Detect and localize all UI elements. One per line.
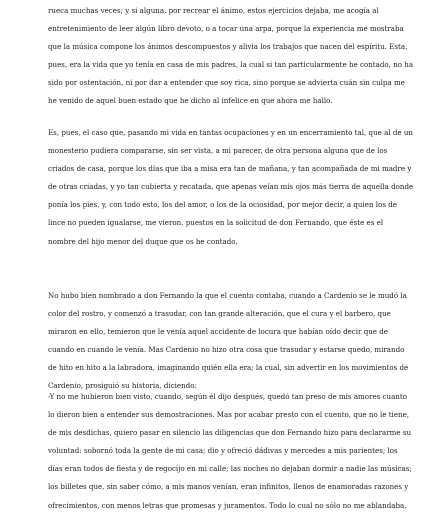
- text-line: Cardenio, prosiguió su historia, diciendo:: [48, 381, 197, 391]
- text-line: -Y no me hubieron bien visto, cuando, según él dijo después, quedó tan preso de mis amores cuanto: [48, 392, 407, 401]
- text-line: he venido de aquel buen estado que he dicho al infelice en que ahora me hallo.: [48, 96, 333, 106]
- text-line: Es, pues, el caso que, pasando mi vida en tantas ocupaciones y en un encerramiento tal, que al de un: [48, 128, 413, 137]
- text-line: días eran todos de fiesta y de regocijo en mi calle; las noches no dejaban dormir a nadie las músicas;: [48, 464, 412, 474]
- text-line: monesterio pudiera compararse, sin ser vista, a mi parecer, de otra persona alguna que de los: [48, 146, 388, 156]
- paragraph-1: [48, 2, 413, 111]
- text-line: de hito en hito a la labradora, imaginando quién ella era; la cual, sin advertir en los movimientos de: [48, 363, 409, 373]
- text-line: entretenimiento de leer algún libro devoto, o a tocar una arpa, porque la experiencia me mostraba: [48, 24, 404, 34]
- text-line: que la música compone los ánimos descompuestos y alivia los trabajos que nacen del espíritu. Esta,: [48, 42, 408, 52]
- text-line: de otras criadas, y yo tan cubierta y recatada, que apenas veían mis ojos más tierra de aquella donde: [48, 182, 414, 192]
- text-line: miraron en ello, temieron que le venía aquel accidente de locura que habían oído decir que de: [48, 327, 389, 337]
- text-line: pues, era la vida que yo tenía en casa de mis padres, la cual si tan particularmente he contado, no ha: [48, 60, 414, 70]
- text-line: voluntad: sobornó toda la gente de mi casa; dio y ofreció dádivas y mercedes a mis parientes; los: [48, 446, 398, 456]
- text-line: No hubo bien nombrado a don Fernando la que el cuento contaba, cuando a Cardenio se le mudó la: [48, 291, 407, 300]
- text-line: rueca muchas veces; y si alguna, por recrear el ánimo, estos ejercicios dejaba, me acogía al: [48, 6, 379, 15]
- paragraph-3: [48, 287, 408, 396]
- text-line: sido por ostentación, ni por dar a entender que soy rica, sino porque se advierta cuán sin culpa me: [48, 78, 405, 88]
- text-line: color del rostro, y comenzó a trasudar, con tan grande alteración, que el cura y el barbero, que: [48, 309, 391, 319]
- paragraph-4: [48, 388, 412, 515]
- paragraph-2: [48, 124, 413, 251]
- text-line: nombre del hijo menor del duque que os he contado.: [48, 236, 238, 246]
- text-line: los billetes que, sin saber cómo, a mis manos venían, eran infinitos, llenos de enamoradas razones y: [48, 482, 409, 492]
- text-line: ponía los pies, y, con todo esto, los del amor, o los de la ociosidad, por mejor decir, a quien los de: [48, 200, 397, 210]
- text-line: de mis desdichas, quiero pasar en silencio las diligencias que don Fernando hizo para declararme su: [48, 428, 412, 438]
- text-line: lo dieron bien a entender sus demostraciones. Mas por acabar presto con el cuento, que no le tiene,: [48, 410, 410, 420]
- text-line: criados de casa, porque los días que iba a misa era tan de mañana, y tan acompañada de mi madre y: [48, 164, 412, 174]
- text-line: cuando en cuando le venía. Mas Cardenio no hizo otra cosa que trasudar y estarse quedo, mirando: [48, 345, 405, 355]
- text-line: lince no pueden igualarse, me vieron, puestos en la solicitud de don Fernando, que éste es el: [48, 218, 384, 228]
- text-line: ofrecimientos, con menos letras que promesas y juramentos. Todo lo cual no sólo no me ablandaba,: [48, 500, 407, 510]
